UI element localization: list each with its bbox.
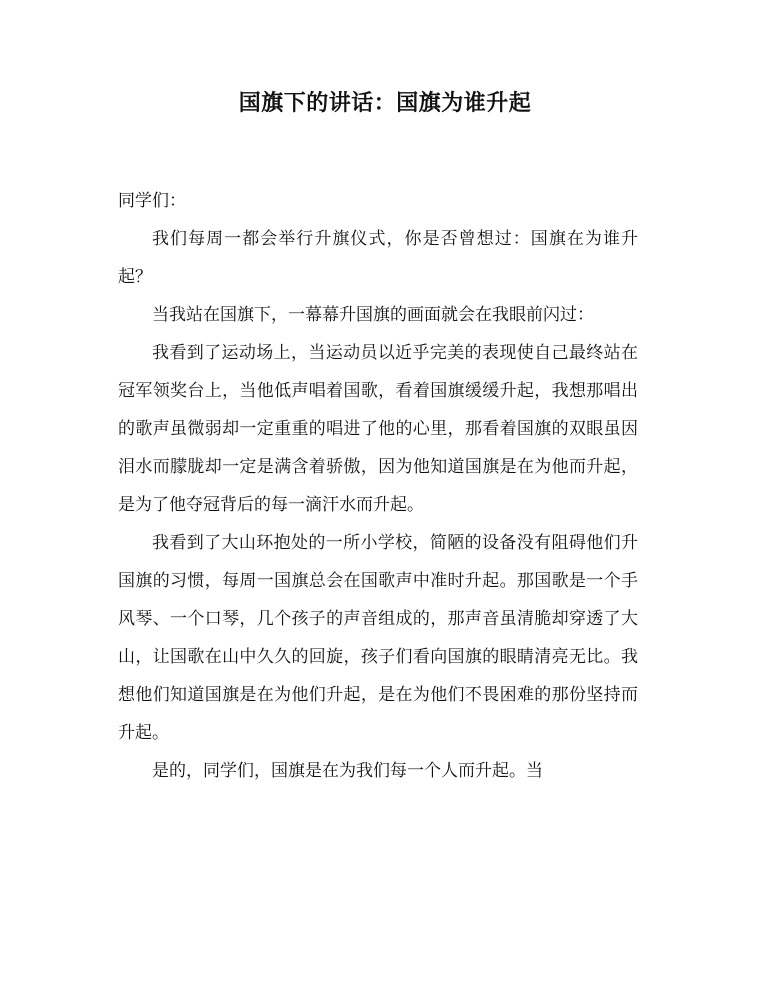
paragraph-5: 是的，同学们，国旗是在为我们每一个人而升起。当 [152,761,543,781]
document-body [118,182,638,790]
paragraph-4: 我看到了大山环抱处的一所小学校，简陋的设备没有阻碍他们升国旗的习惯，每周一国旗总会在国歌声中准时升起。那国歌是一个手风琴、一个口琴，几个孩子的声音组成的，那声音虽清脆却穿透了大山，让国歌在山中久久的回旋，孩子们看向国旗的眼睛清亮无比。我想他们知道国旗是在为他们升起，是在为他们不畏困难的那份坚持而升起。 [118,533,638,743]
salutation: 同学们： [118,191,186,211]
paragraph-2: 当我站在国旗下，一幕幕升国旗的画面就会在我眼前闪过： [152,305,594,325]
document-title: 国旗下的讲话：国旗为谁升起 [238,91,532,116]
paragraph-3: 我看到了运动场上，当运动员以近乎完美的表现使自己最终站在冠军领奖台上，当他低声唱着国歌，看着国旗缓缓升起，我想那唱出的歌声虽微弱却一定重重的唱进了他的心里，那看着国旗的双眼虽因泪水而朦胧却一定是满含着骄傲，因为他知道国旗是在为他而升起，是为了他夺冠背后的每一滴汗水而升起。 [118,343,638,515]
paragraph-1: 我们每周一都会举行升旗仪式，你是否曾想过：国旗在为谁升起？ [118,229,638,287]
